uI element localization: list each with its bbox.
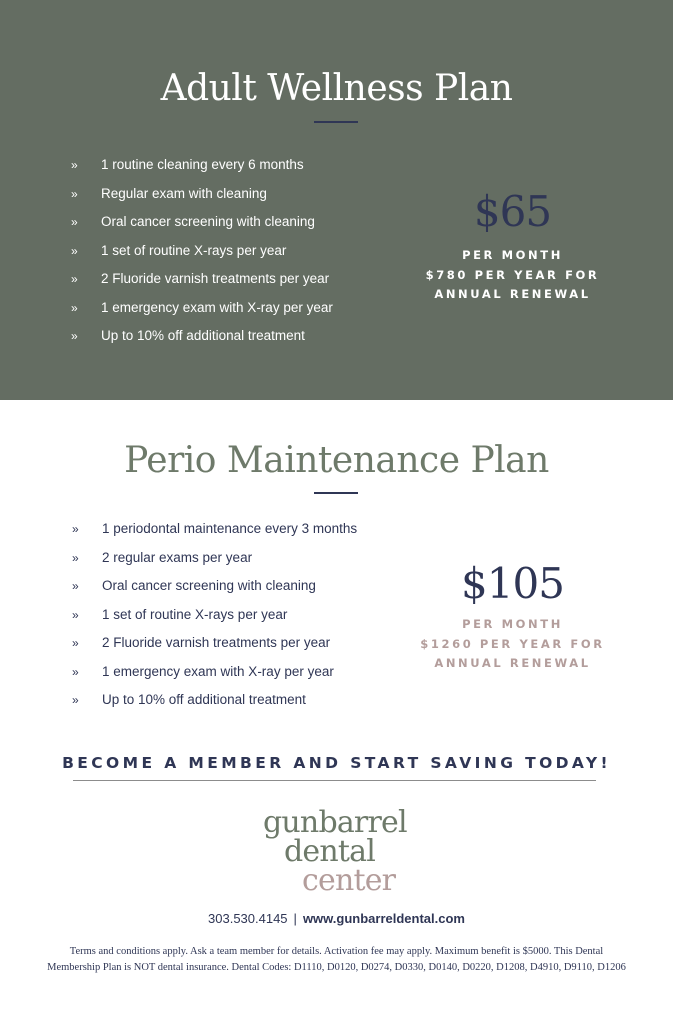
perio-plan-price-note: PER MONTH $1260 PER YEAR FOR ANNUAL RENEWAL [420,617,605,670]
contact-separator: | [293,911,297,926]
perio-plan-price-block [410,556,615,674]
adult-plan-title-underline [314,121,358,123]
perio-plan-title: Perio Maintenance Plan [124,440,549,481]
bullet-icon: » [71,158,78,172]
bullet-icon: » [71,243,78,258]
bullet-icon: » [71,272,78,286]
bullet-icon: » [72,579,79,593]
bullet-icon: » [71,329,78,343]
adult-plan-price: $65 [473,187,552,236]
bullet-icon: » [72,636,79,650]
phone-number[interactable]: 303.530.4145 [208,911,288,926]
adult-plan-title: Adult Wellness Plan [160,68,513,109]
bullet-icon: » [72,664,79,679]
terms-disclaimer: Terms and conditions apply. Ask a team member for details. Activation fee may apply. Maximum benefit is $5000. This Dental Membership Plan is NOT dental insurance. Dental Codes: D1110, D0120, D0274, D0330, D0140, D0220, D1208, D4910, D9110, D1206 [47,946,626,973]
contact-line [0,911,673,926]
perio-plan-title-underline [314,492,358,494]
website-link[interactable]: www.gunbarreldental.com [302,911,465,926]
bullet-icon: » [71,215,78,229]
bullet-icon: » [72,607,79,622]
bullet-icon: » [71,300,78,315]
bullet-icon: » [72,550,79,565]
cta-heading: BECOME A MEMBER AND START SAVING TODAY! [62,754,611,772]
cta-divider [73,780,596,781]
adult-plan-price-block [410,184,615,305]
logo-line-dental: dental [284,834,376,869]
logo-line-gunbarrel: gunbarrel [263,805,407,840]
bullet-icon: » [72,522,79,536]
bullet-icon: » [72,693,79,707]
perio-plan-price: $105 [461,559,564,608]
adult-plan-price-note: PER MONTH $780 PER YEAR FOR ANNUAL RENEWAL [425,248,600,301]
logo-line-center: center [302,863,396,898]
bullet-icon: » [71,186,78,201]
